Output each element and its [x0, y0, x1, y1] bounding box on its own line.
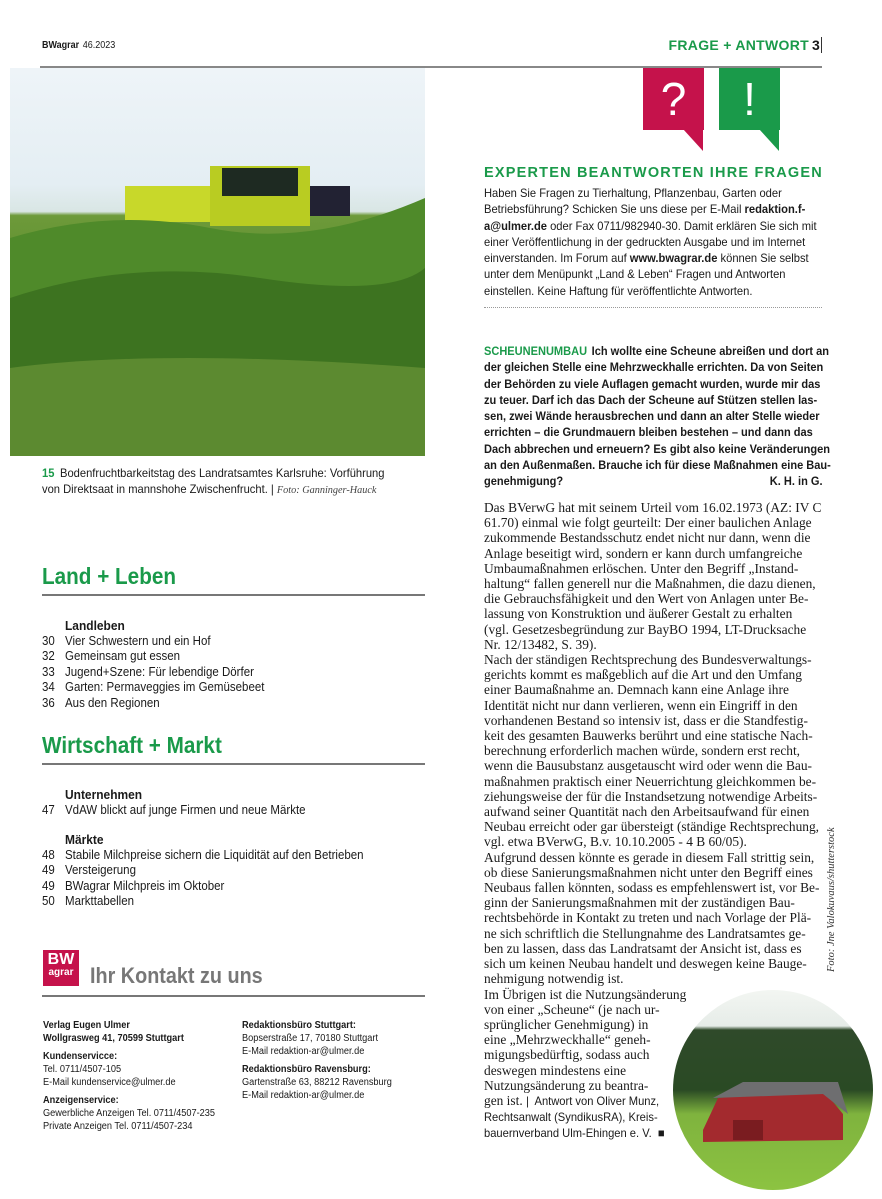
answer-line: Identität nicht nur dann verlieren, wenn ein Eingriff in den [484, 697, 798, 713]
answer-line: Im Übrigen ist die Nutzungsänderung [484, 986, 687, 1002]
answer-line: gen ist. | Antwort von Oliver Munz, [484, 1092, 660, 1108]
answer-line: ginn der Sanierungsmaßnahmen mit der zuständigen Bau- [484, 895, 795, 911]
answer-line: sprünglicher Genehmigung) in [484, 1016, 649, 1032]
page-number: 3 [812, 37, 820, 53]
toc-item[interactable]: 48 Stabile Milchpreise sichern die Liquidität auf den Betrieben [42, 847, 364, 862]
answer-line: Nach der ständigen Rechtsprechung des Bundesverwaltungs- [484, 652, 812, 668]
question-line: an den Außenmaßen. Brauche ich für diese Maßnahmen eine Bau- [484, 458, 831, 473]
answer-line: Nutzungsänderung zu beantra- [484, 1077, 649, 1093]
answer-line: haltung“ fallen generell nur die Maßnahmen, die dazu dienen, [484, 576, 816, 592]
answer-line: einer Baumaßnahme an. Demnach kann eine Anlage ihre [484, 682, 789, 698]
answer-line: die Gebrauchsfähigkeit und den Wert von Anlagen unter Be- [484, 591, 809, 607]
email-link[interactable]: E-Mail kundenservice@ulmer.de [43, 1077, 176, 1088]
email-link[interactable]: redaktion.f-a@ulmer.de [484, 202, 806, 233]
answer-line: migungsbedürftig, sodass auch [484, 1047, 650, 1063]
answer-line: keit des gesamten Bauwerks berührt und eine statische Nach- [484, 728, 813, 744]
toc-item[interactable]: 50 Markttabellen [42, 894, 135, 908]
answer-author-line: Rechtsanwalt (SyndikusRA), Kreis- [484, 1110, 658, 1125]
photo-credit: Foto: Jne Valokuvaus/shutterstock [826, 827, 837, 972]
section-title: FRAGE + ANTWORT [669, 37, 822, 53]
question-line: errichten – die Grundmauern bleiben bestehen – und dann das [484, 425, 813, 440]
question-line: Dach abbrechen und erneuern? Es gibt also keine Veränderungen [484, 441, 831, 456]
answer-line: wenn die Bausubstanz ausgetauscht wird oder wenn die Bau- [484, 758, 812, 774]
toc-item[interactable]: 49 BWagrar Milchpreis im Oktober [42, 878, 225, 893]
answer-line: Das BVerwG hat mit seinem Urteil vom 16.02.1973 (AZ: IV C [484, 500, 822, 515]
exclamation-icon: ! [719, 68, 780, 130]
toc-item[interactable]: 34 Garten: Permaveggies im Gemüsebeet [42, 680, 265, 694]
contact-editorial: Redaktionsbüro Stuttgart: Bopserstraße 17, 70180 Stuttgart E-Mail redaktion-ar@ulmer.de Redaktionsbüro Ravensburg: Gartenstraße 63, 88212 Ravensburg E-Mail redaktion-ar@ulmer.de [242, 1020, 392, 1101]
barn-photo [673, 990, 873, 1190]
magazine-issue: BWagrar 46.2023 [42, 40, 116, 51]
website-link[interactable]: www.bwagrar.de [629, 251, 718, 266]
answer-line: deswegen mindestens eine [484, 1062, 627, 1078]
answer-line: 61.70) einmal wie folgt geurteilt: Der einer baulichen Anlage [484, 515, 812, 531]
toc-item[interactable]: 36 Aus den Regionen [42, 695, 160, 710]
answer-line: (vgl. Gesetzesbegründung zur BayBO 1994, LT-Drucksache [484, 621, 807, 637]
answer-line: aufwand seiner Quantität nach den Arbeitsaufwand für einen [484, 804, 810, 820]
answer-line: rechtsbehörde in Kontakt zu treten und nach Vorlage der Plä- [484, 910, 812, 926]
question-mark-icon: ? [643, 68, 704, 130]
experts-text: Haben Sie Fragen zu Tierhaltung, Pflanzenbau, Garten oder Betriebsführung? Schicken Sie uns diese per E-Mail redaktion.f-a@ulmer.de oder Fax 0711/982940-30. Damit erklären Sie sich mit einer Veröffentlichung in der gedruckten Ausgabe und im Internet einverstanden. Im Forum auf www.bwagrar.de können Sie selbst unter dem Menüpunkt „Land & Leben“ Fragen und Antworten einstellen. Keine Haftung für veröffentlichte Antworten. [484, 186, 817, 298]
answer-line: Nr. 12/13482, S. 39). [484, 636, 597, 652]
answer-line: Aufgrund dessen könnte es gerade in diesem Fall strittig sein, [484, 849, 815, 865]
toc-section-title: Wirtschaft + Markt [42, 732, 222, 758]
answer-author-line: bauernverband Ulm-Ehingen e. V. ■ [484, 1126, 665, 1141]
answer-line: ziehungsweise der für die Instandsetzung notwendige Arbeits- [484, 788, 818, 804]
toc-item[interactable]: 47 VdAW blickt auf junge Firmen und neue Märkte [42, 802, 306, 817]
speech-tail-icon [759, 129, 779, 151]
answer-line: nehmigung notwendig ist. [484, 971, 624, 987]
contact-publisher: Verlag Eugen Ulmer Wollgrasweg 41, 70599 Stuttgart Kundenservicce: Tel. 0711/4507-105 E-Mail kundenservice@ulmer.de Anzeigenservice: Gewerbliche Anzeigen Tel. 0711/4507-235 Private Anzeigen Tel. 0711/4507-234 [43, 1020, 216, 1132]
answer-line: Neubau erreicht oder gar übersteigt (ständige Rechtsprechung, [484, 819, 820, 835]
answer-line: lassung von Konstruktion und äußerer Gestalt zu erhalten [484, 606, 793, 622]
toc-item[interactable]: 30 Vier Schwestern und ein Hof [42, 633, 211, 648]
contact-title: Ihr Kontakt zu uns [90, 963, 263, 988]
toc-group: Landleben [65, 618, 125, 633]
answer-line: Anlage beseitigt wird, sondern er kann durch umfangreiche [484, 545, 803, 561]
question-line: genehmigung? K. H. in G. [484, 474, 823, 489]
answer-line: ob diese Sanierungsmaßnahmen nicht unter den Begriff eines [484, 864, 813, 880]
toc-group: Unternehmen [65, 787, 143, 802]
divider [42, 594, 425, 596]
answer-line: gerichts kommt es maßgeblich auf die Art und den Umfang [484, 667, 802, 683]
toc-item[interactable]: 33 Jugend+Szene: Für lebendige Dörfer [42, 664, 254, 679]
answer-line: sich um keinen Neubau handelt und deswegen keine Bauge- [484, 956, 807, 972]
question-line: der Behörden zu viele Auflagen gemacht wurden, wurde mir das [484, 376, 821, 391]
question-line: SCHEUNENUMBAU Ich wollte eine Scheune abreißen und dort an [484, 344, 830, 358]
answer-line: von einer „Scheune“ (je nach ur- [484, 1001, 660, 1017]
answer-line: maßnahmen praktisch einer Neuerrichtung gleichkommen be- [484, 773, 817, 789]
answer-line: Neubaus fallen könnten, sodass es empfehlenswert ist, vor Be- [484, 880, 820, 896]
divider [42, 995, 425, 997]
dotted-divider [484, 307, 822, 308]
toc-group: Märkte [65, 832, 104, 847]
email-link[interactable]: E-Mail redaktion-ar@ulmer.de [242, 1090, 365, 1101]
photo-caption: 15 Bodenfruchtbarkeitstag des Landratsamtes Karlsruhe: Vorführung von Direktsaat in mannshohe Zwischenfrucht. | Foto: Ganninger-Hauck [42, 466, 385, 496]
answer-author: Antwort von Oliver Munz, [534, 1093, 660, 1108]
question-line: zu teuer. Darf ich das Dach der Scheune auf Stützen stellen las- [484, 392, 818, 407]
reader-question [484, 343, 831, 490]
email-link[interactable]: E-Mail redaktion-ar@ulmer.de [242, 1046, 365, 1057]
answer-line: vorhandenen Bestand so intensiv ist, dass er die Standfestig- [484, 712, 808, 728]
answer-line: zukommende Bestandsschutz endet nicht nur dann, wenn die [484, 530, 811, 546]
bwagrar-logo: BW agrar [43, 950, 79, 986]
toc-section-title: Land + Leben [42, 563, 177, 589]
topic-keyword: SCHEUNENUMBAU [484, 344, 588, 358]
end-mark-icon: ■ [657, 1126, 665, 1141]
question-signature: K. H. in G. [769, 474, 823, 489]
toc-list [42, 777, 364, 910]
answer-line: ne sich schriftlich die Stellungnahme des Landratsamtes ge- [484, 925, 806, 941]
speech-tail-icon [683, 129, 703, 151]
answer-line: vgl. etwa BVerwG, B.v. 10.10.2005 - 4 B 60/05). [484, 834, 747, 850]
divider [42, 763, 425, 765]
question-line: sen, zwei Wände herausbrechen und dann an alter Stelle wieder [484, 409, 820, 424]
experts-title: EXPERTEN BEANTWORTEN IHRE FRAGEN [484, 165, 823, 181]
toc-item[interactable]: 49 Versteigerung [42, 863, 136, 877]
toc-item[interactable]: 32 Gemeinsam gut essen [42, 649, 181, 663]
question-line: der gleichen Stelle eine Mehrzweckhalle errichten. Da von Seiten [484, 360, 824, 375]
answer-line: berechnung erforderlich machen würde, sondern erst recht, [484, 743, 801, 759]
answer-line: eine „Mehrzweckhalle“ geneh- [484, 1032, 651, 1048]
toc-list [42, 608, 264, 711]
answer-line: Umbaumaßnahmen erlöschen. Unter den Begriff „Instand- [484, 560, 799, 576]
answer-line: ben zu lassen, dass das Landratsamt der Ansicht ist, dass es [484, 940, 802, 956]
field-photo [10, 68, 425, 456]
